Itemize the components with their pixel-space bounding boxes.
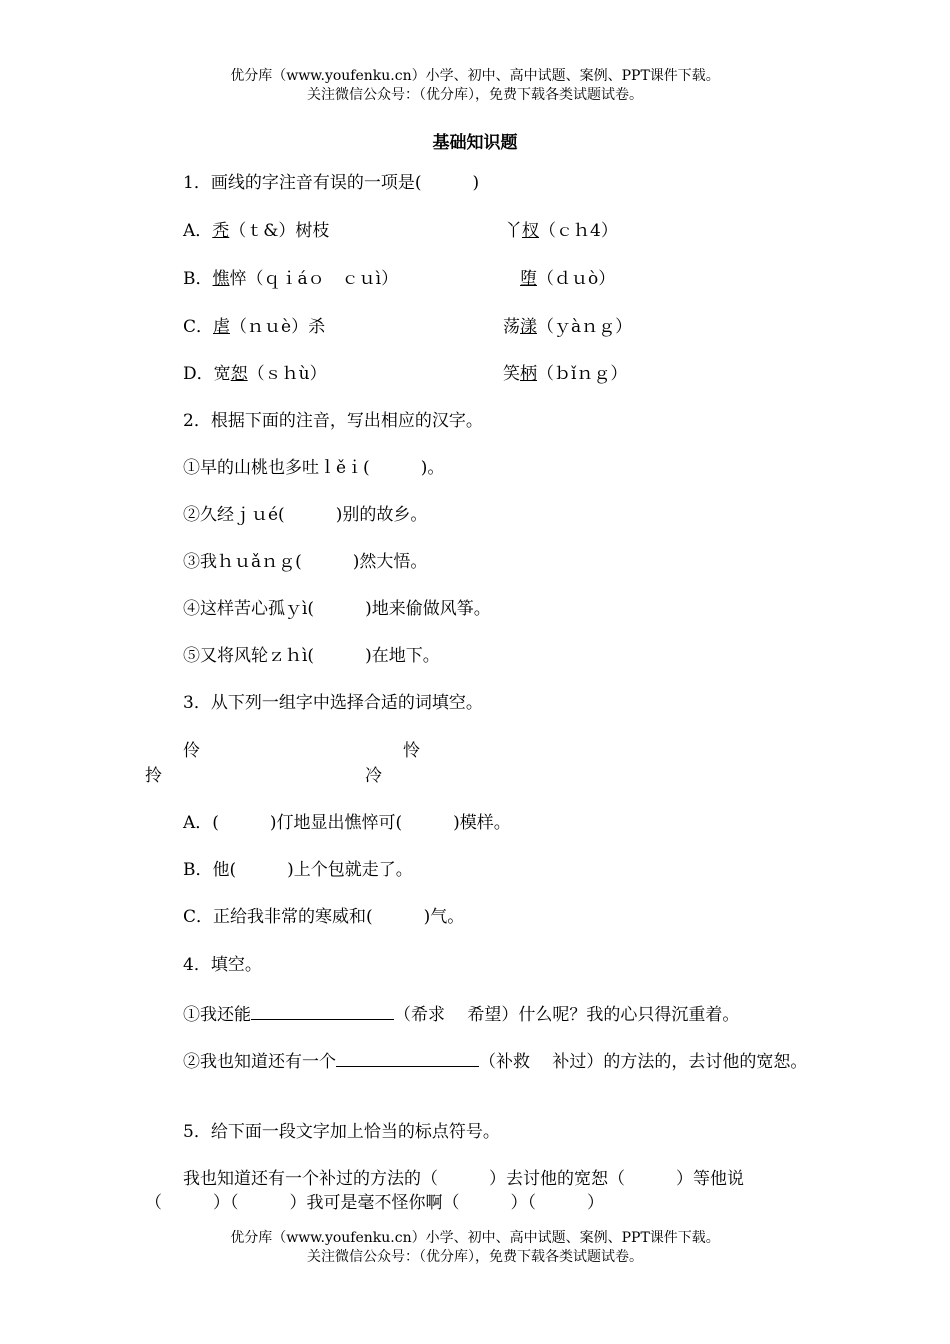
q2-item: ④这样苦心孤ｙì( )地来偷做风筝。 [183,599,491,619]
q1-option-a-left [183,220,329,242]
q4-i2-prefix: ②我也知道还有一个 [183,1052,336,1072]
q4-item-1 [183,1001,739,1026]
q1-d2-underlined: 柄 [520,364,537,384]
q5-text-content: 我也知道还有一个补过的方法的（ ）去讨他的宽恕（ ）等他说（ ）（ ）我可是毫不怪你啊（ ）（ ） [145,1169,744,1213]
q3-char: 伶 [183,741,200,761]
q3-stem: 3．从下列一组字中选择合适的词填空。 [183,693,483,713]
q1-option-a-right [505,220,618,242]
q1-option-c-right [503,316,632,338]
q1-d-text: （ｓｈù） [247,364,327,384]
q1-a2-text: （ｃｈ4） [539,221,618,241]
q1-a2-pre: 丫 [505,221,522,241]
q1-b-label: B． [183,269,213,289]
q1-c2-underlined: 漾 [520,317,537,337]
q1-option-b-right [520,268,615,290]
q1-c-underlined: 虐 [213,317,231,337]
q1-d2-pre: 笑 [503,364,520,384]
q1-c-text: （ｎｕè）杀 [230,317,326,337]
q1-d2-text: （ｂǐｎｇ） [537,364,628,384]
q3-char: 怜 [403,741,420,761]
page-title: 基础知识题 [432,133,518,153]
q1-b2-text: （ｄｕò） [537,269,616,289]
q1-option-c-left [183,316,325,338]
q1-b-underlined: 憔 [212,269,230,289]
q3-item: B．他( )上个包就走了。 [183,860,413,880]
q4-i1-blank[interactable] [251,1001,394,1020]
q1-a2-underlined: 杈 [522,221,539,241]
q1-c2-text: （ｙàｎｇ） [537,317,633,337]
q1-stem: 1．画线的字注音有误的一项是( ) [183,173,480,193]
page-header-line1: 优分库（www.youfenku.cn）小学、初中、高中试题、案例、PPT课件下载。 [230,68,720,84]
q2-stem: 2．根据下面的注音，写出相应的汉字。 [183,411,483,431]
page-footer-line1: 优分库（www.youfenku.cn）小学、初中、高中试题、案例、PPT课件下载。 [230,1230,720,1246]
q1-option-b-left [183,268,398,290]
q1-c2-pre: 荡 [503,317,520,337]
q1-a-underlined: 秃 [212,221,230,241]
q1-c-label: C． [183,317,214,337]
q3-item: A．( )仃地显出憔悴可( )模样。 [183,813,511,833]
q1-option-d-left [183,363,327,385]
q4-i2-suffix: （补救 补过）的方法的，去讨他的宽恕。 [479,1052,808,1072]
q4-item-2 [183,1048,807,1073]
q2-item: ②久经ｊｕé( )别的故乡。 [183,505,428,525]
q1-d-label: D． [183,364,214,384]
q4-i1-suffix: （希求 希望）什么呢？我的心只得沉重着。 [394,1005,740,1025]
page-footer-line2: 关注微信公众号：（优分库），免费下载各类试题试卷。 [307,1249,643,1265]
q5-text [145,1167,795,1215]
q5-stem: 5．给下面一段文字加上恰当的标点符号。 [183,1122,500,1142]
q2-item: ⑤又将风轮ｚｈì( )在地下。 [183,646,440,666]
q1-d-pre: 宽 [213,364,231,384]
q1-a-label: A． [183,221,213,241]
q1-option-d-right [503,363,627,385]
q1-b2-underlined: 堕 [520,269,537,289]
q4-stem: 4．填空。 [183,955,262,975]
q1-a-text: （ｔ&）树枝 [229,221,330,241]
q3-char: 冷 [365,766,382,786]
q3-char: 拎 [145,766,162,786]
q2-item: ③我ｈｕǎｎｇ( )然大悟。 [183,552,428,572]
q3-item: C．正给我非常的寒威和( )气。 [183,907,465,927]
q4-i2-blank[interactable] [336,1048,479,1067]
q2-item: ①早的山桃也多吐ｌěｉ( )。 [183,458,445,478]
q1-b-text: 悴（ｑｉáｏ ｃｕì） [229,269,399,289]
page-header-line2: 关注微信公众号：（优分库），免费下载各类试题试卷。 [307,87,643,103]
q1-d-underlined: 恕 [230,364,248,384]
q4-i1-prefix: ①我还能 [183,1005,251,1025]
